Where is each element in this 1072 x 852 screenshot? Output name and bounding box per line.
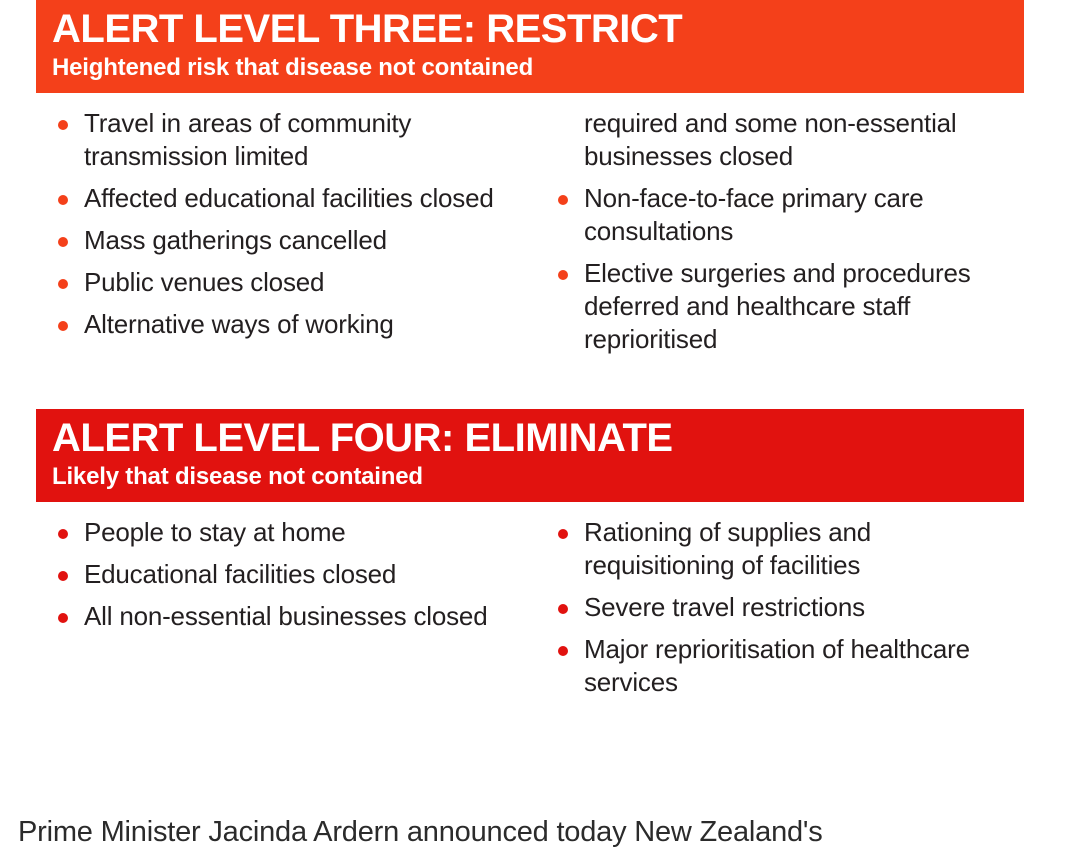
alert-level-three-left-column (36, 107, 536, 365)
list-item (52, 107, 536, 173)
bullet-dot-icon (58, 321, 68, 331)
list-item-label: Mass gatherings cancelled (84, 225, 387, 255)
alert-level-four-right-list (552, 516, 1024, 699)
bullet-dot-icon (58, 571, 68, 581)
alert-level-four-columns (36, 502, 1024, 708)
list-item (52, 182, 536, 215)
list-item (52, 516, 536, 549)
alert-level-three-title: ALERT LEVEL THREE: RESTRICT (52, 7, 683, 51)
bullet-dot-icon (58, 237, 68, 247)
alert-level-four-block (36, 409, 1024, 708)
list-item-label: All non-essential businesses closed (84, 601, 488, 631)
list-item-label: required and some non-essential businesses closed (584, 108, 957, 171)
list-item (552, 516, 1024, 582)
list-item-label: Educational facilities closed (84, 559, 397, 589)
alert-level-four-left-list (52, 516, 536, 633)
bullet-dot-icon (58, 529, 68, 539)
alert-level-three-block (36, 0, 1024, 365)
alert-level-four-right-column (536, 516, 1024, 708)
list-item (552, 257, 1024, 356)
alert-level-four-header (36, 409, 1024, 502)
section-divider (36, 365, 1024, 409)
list-item (52, 308, 536, 341)
article-caption: Prime Minister Jacinda Ardern announced today New Zealand's (18, 816, 823, 848)
bullet-dot-icon (58, 613, 68, 623)
list-item-label: Severe travel restrictions (584, 592, 865, 622)
alert-level-three-right-list (552, 107, 1024, 356)
alert-level-four-title: ALERT LEVEL FOUR: ELIMINATE (52, 416, 673, 460)
list-item-continuation (552, 107, 1024, 173)
alert-level-three-left-list (52, 107, 536, 341)
list-item (52, 600, 536, 633)
list-item-label: Rationing of supplies and requisitioning of facilities (584, 517, 871, 580)
list-item-label: Alternative ways of working (84, 309, 394, 339)
list-item-label: People to stay at home (84, 517, 346, 547)
bullet-dot-icon (58, 120, 68, 130)
list-item-label: Public venues closed (84, 267, 325, 297)
bullet-dot-icon (58, 279, 68, 289)
list-item-label: Elective surgeries and procedures deferred and healthcare staff reprioritised (584, 258, 971, 354)
bullet-dot-icon (558, 529, 568, 539)
list-item (52, 266, 536, 299)
list-item-label: Major reprioritisation of healthcare services (584, 634, 970, 697)
alert-level-three-header (36, 0, 1024, 93)
list-item (552, 633, 1024, 699)
alert-level-three-right-column (536, 107, 1024, 365)
alert-level-four-left-column (36, 516, 536, 708)
alert-level-four-subtitle: Likely that disease not contained (52, 463, 423, 490)
bullet-dot-icon (558, 646, 568, 656)
list-item (552, 591, 1024, 624)
bullet-dot-icon (558, 604, 568, 614)
bullet-dot-icon (558, 195, 568, 205)
list-item (52, 224, 536, 257)
list-item (552, 182, 1024, 248)
list-item-label: Non-face-to-face primary care consultations (584, 183, 924, 246)
alert-level-three-columns (36, 93, 1024, 365)
alert-levels-infographic (36, 0, 1024, 708)
list-item-label: Travel in areas of community transmission limited (84, 108, 412, 171)
bullet-dot-icon (58, 195, 68, 205)
bullet-dot-icon (558, 270, 568, 280)
alert-level-three-subtitle: Heightened risk that disease not contained (52, 54, 534, 81)
list-item (52, 558, 536, 591)
list-item-label: Affected educational facilities closed (84, 183, 494, 213)
